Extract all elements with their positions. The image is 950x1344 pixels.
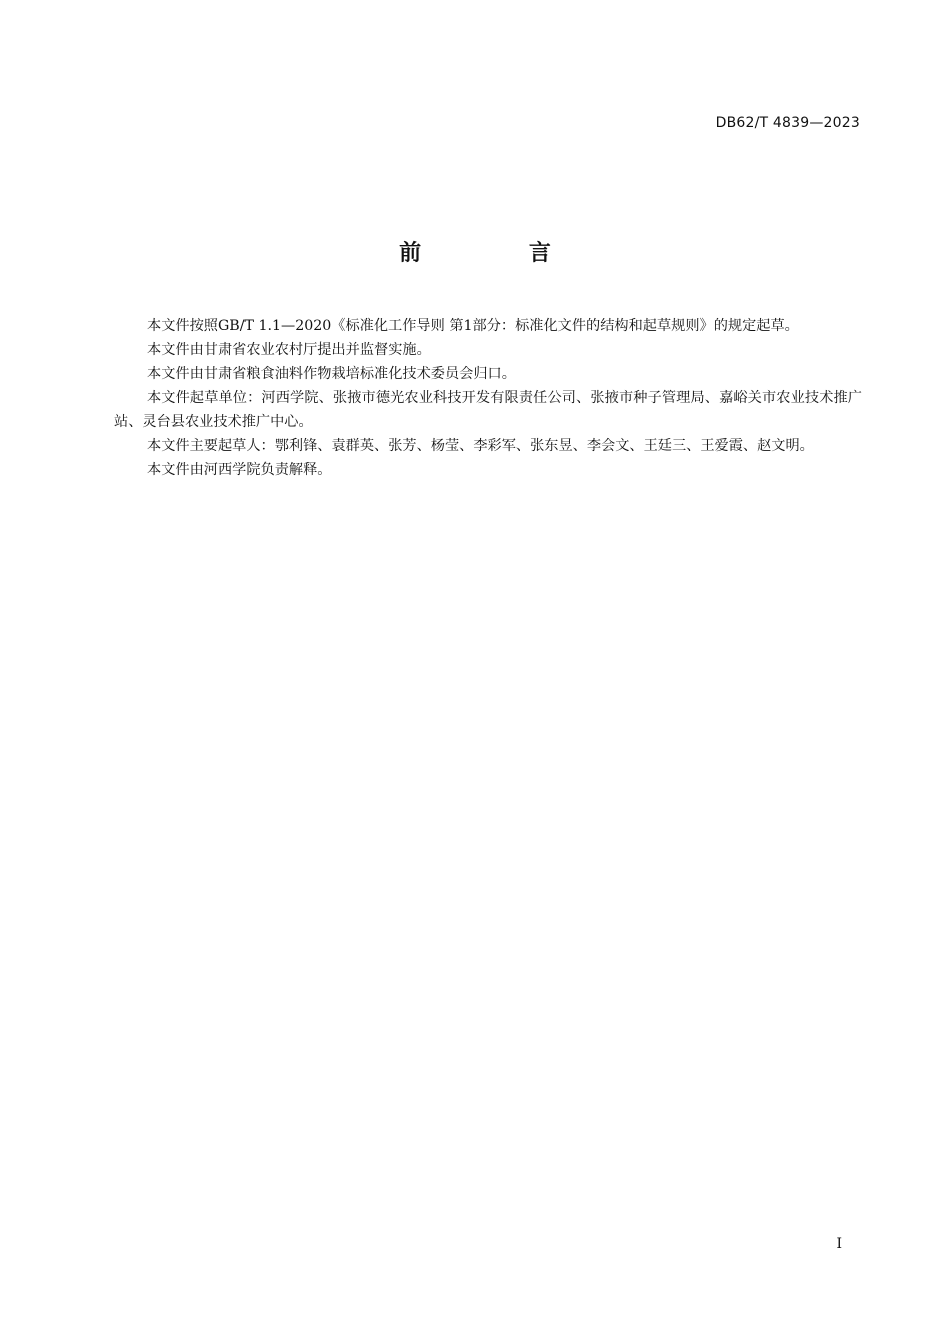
paragraph-drafters: 本文件主要起草人：鄂利锋、袁群英、张芳、杨莹、李彩军、张东昱、李会文、王廷三、王爱霞、赵文明。 <box>147 438 814 454</box>
paragraph-committee: 本文件由甘肃省粮食油料作物栽培标准化技术委员会归口。 <box>147 366 516 382</box>
preface-body <box>114 314 862 482</box>
paragraph-interpretation: 本文件由河西学院负责解释。 <box>147 462 332 478</box>
paragraph-drafting-units: 本文件起草单位：河西学院、张掖市德光农业科技开发有限责任公司、张掖市种子管理局、嘉峪关市农业技术推广站、灵台县农业技术推广中心。 <box>114 390 862 430</box>
document-code-header: DB62/T 4839—2023 <box>715 115 860 131</box>
paragraph-proposer: 本文件由甘肃省农业农村厅提出并监督实施。 <box>147 342 431 358</box>
paragraph-drafting-rules: 本文件按照GB/T 1.1—2020《标准化工作导则 第1部分：标准化文件的结构和起草规则》的规定起草。 <box>147 318 799 334</box>
page-title: 前 言 <box>399 241 601 266</box>
page-number: I <box>836 1236 842 1252</box>
